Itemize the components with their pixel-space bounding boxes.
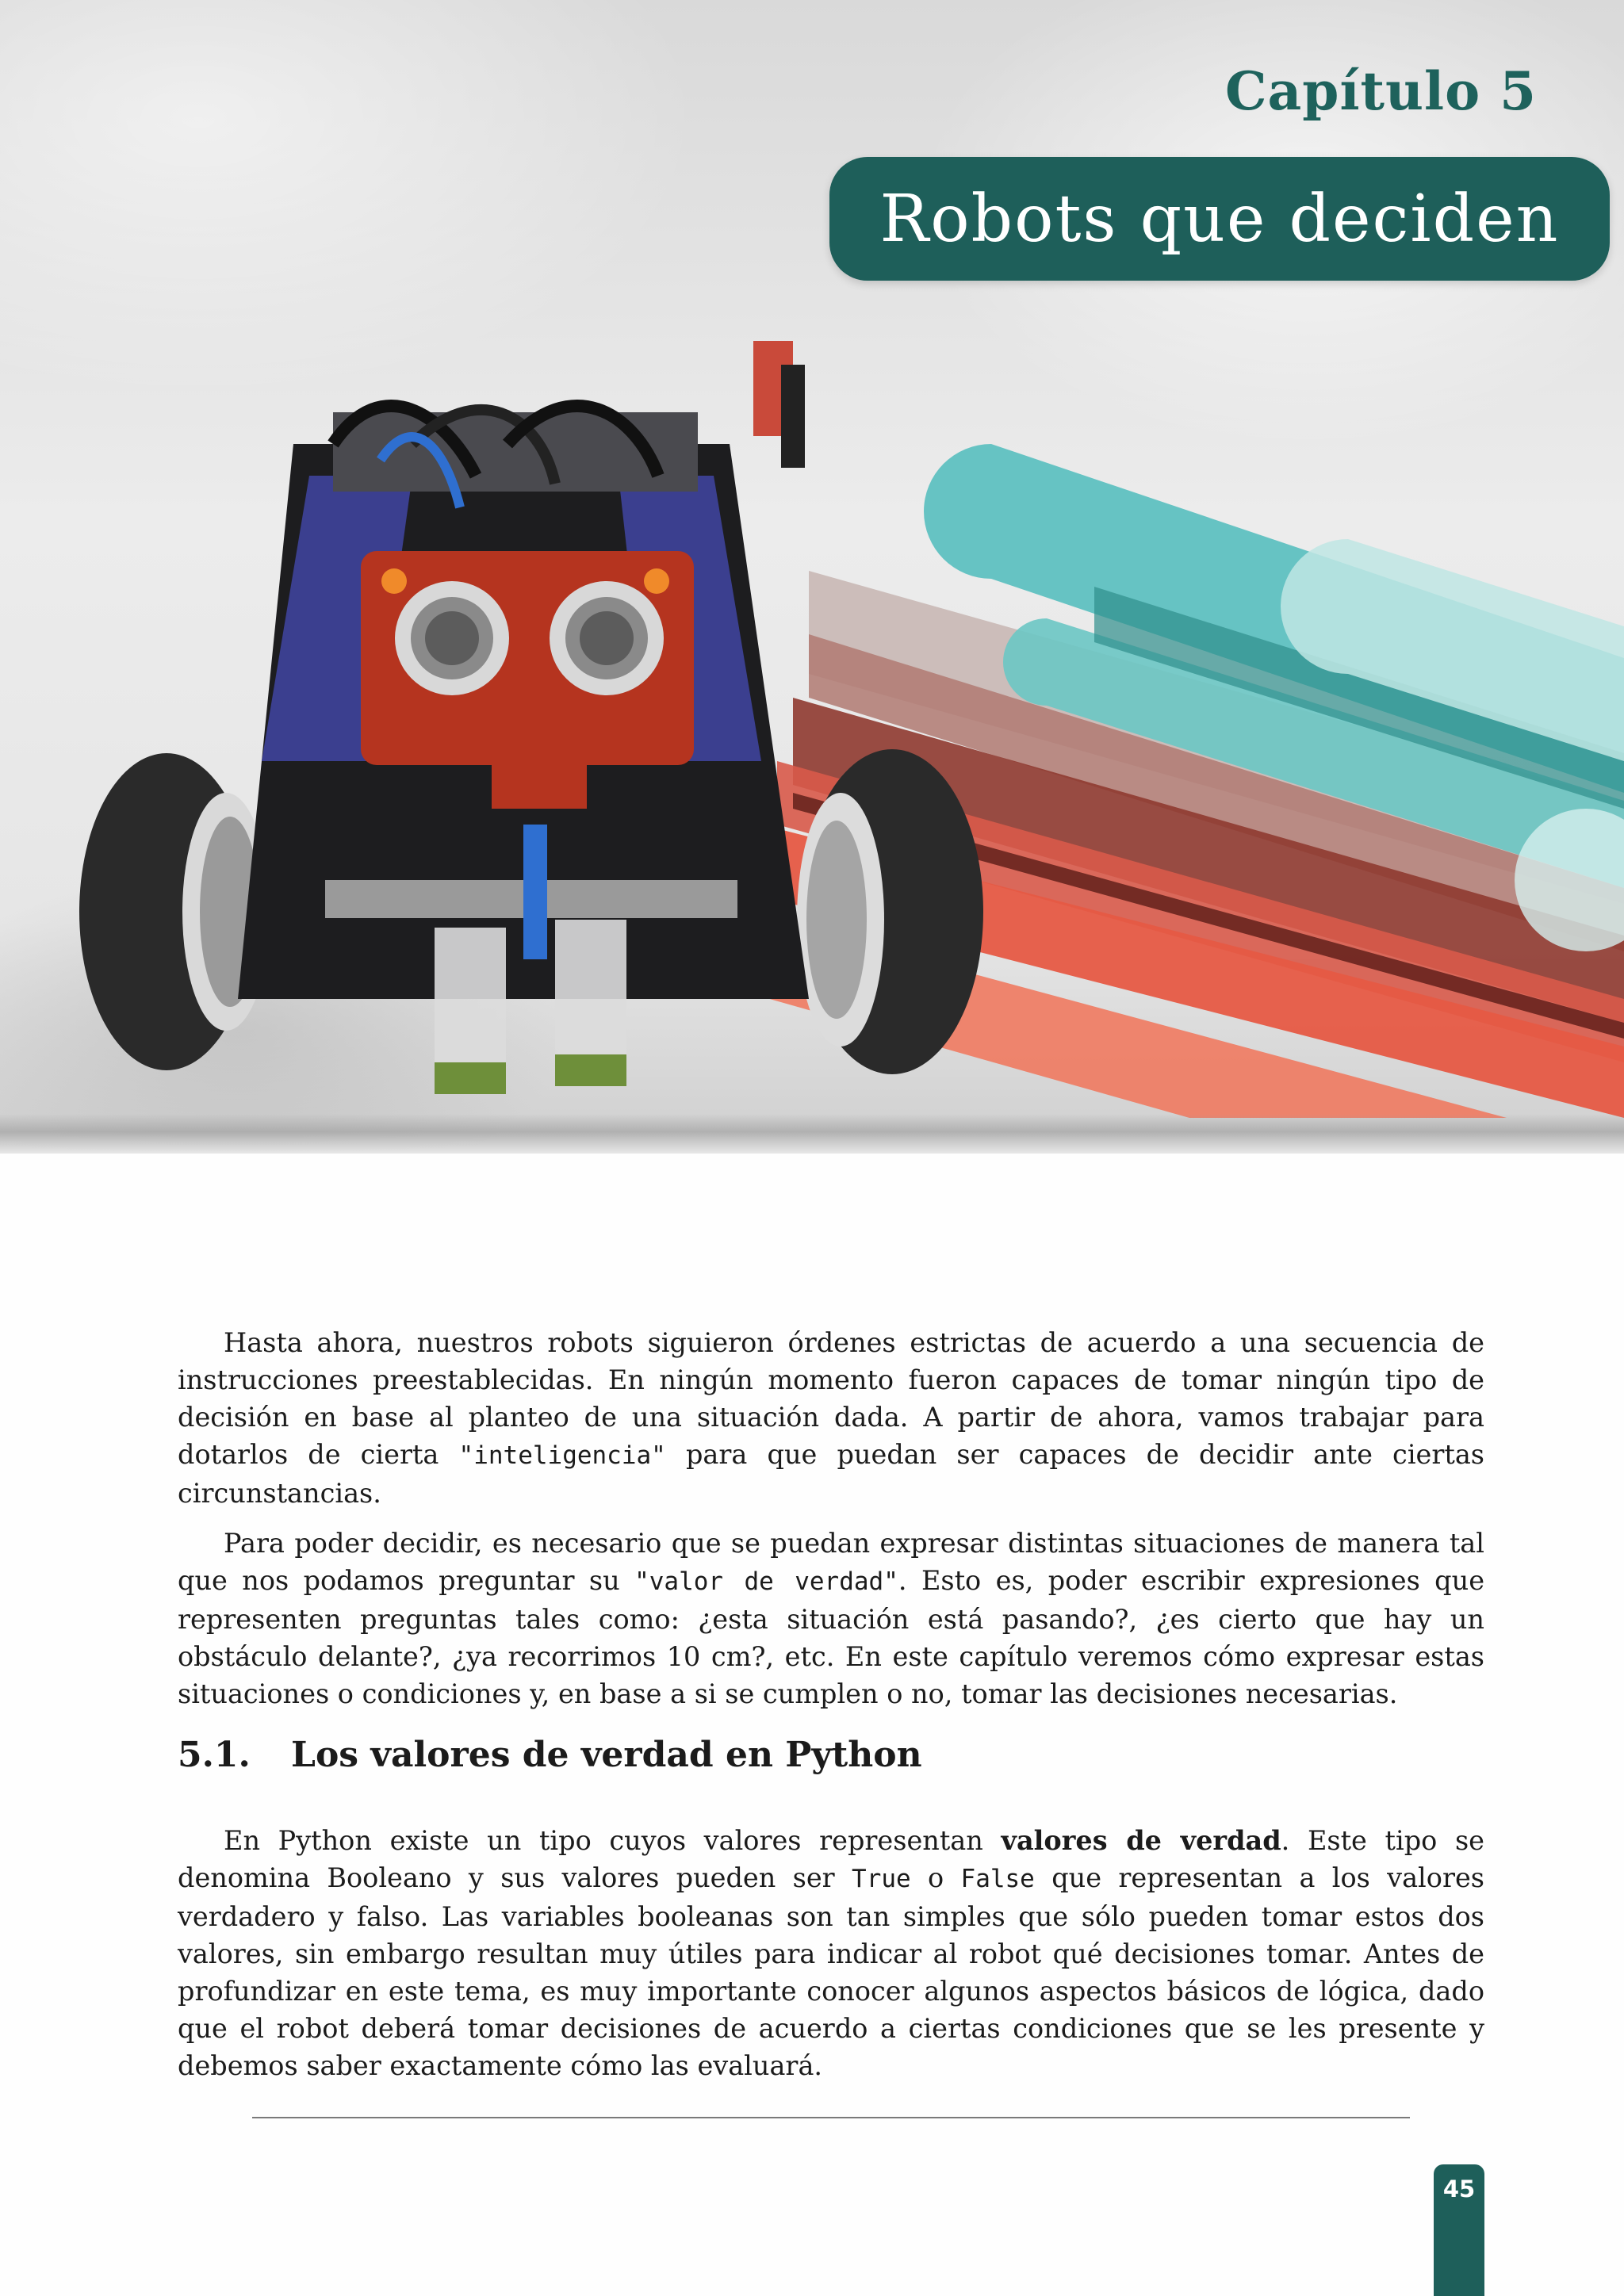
text-span: . Esto es, poder escribir expresiones que representen preguntas tales como: ¿esta situación está pasando?, ¿es cierto que hay un obstáculo delante?, ¿ya recorrimos 10 cm?, etc. En este capítulo veremos cómo expresar estas situaciones o condiciones y, en base a si se cumplen o no, tomar las decisiones necesarias. (178, 1565, 1485, 1709)
chapter-number: Capítulo 5 (1225, 60, 1537, 122)
text-span: que representan a los valores verdadero y falso. Las variables booleanas son tan simples que sólo pueden tomar estos dos valores, sin embargo resultan muy útiles para indicar al robot qué decisiones tomar. Antes de profundizar en este tema, es muy importante conocer algunos aspectos básicos de lógica, dado que el robot deberá tomar decisiones de acuerdo a ciertas condiciones que se les presente y debemos saber exactamente cómo las evaluará. (178, 1862, 1484, 2081)
inline-code: "valor de verdad" (634, 1567, 898, 1596)
text-span: . Este tipo se denomina Booleano y sus valores pueden ser (178, 1825, 1484, 1893)
inline-code: "inteligencia" (458, 1441, 666, 1470)
text-span: Para poder decidir, es necesario que se puedan expresar distintas situaciones de manera tal que nos podamos preguntar su (178, 1528, 1484, 1596)
section-title: Los valores de verdad en Python (291, 1735, 922, 1775)
paragraph (178, 1525, 1484, 1712)
section-text (178, 1822, 1484, 2084)
inline-code-false: False (960, 1865, 1035, 1893)
header-bottom-edge (0, 1114, 1624, 1154)
chapter-title-banner (829, 157, 1610, 281)
text-span: En Python existe un tipo cuyos valores representan (224, 1825, 1002, 1856)
paragraph (178, 1324, 1484, 1512)
chapter-title: Robots que deciden (879, 181, 1560, 257)
bold-term: valores de verdad (1001, 1825, 1281, 1856)
text-span: Hasta ahora, nuestros robots siguieron órdenes estrictas de acuerdo a una secuencia de instrucciones preestablecidas. En ningún momento fueron capaces de tomar ningún tipo de decisión en base al planteo de una situación dada. A partir de ahora, vamos trabajar para dotarlos de cierta (178, 1327, 1484, 1470)
text-span: para que puedan ser capaces de decidir ante ciertas circunstancias. (178, 1439, 1484, 1509)
page-number: 45 (1442, 2175, 1476, 2202)
page-number-tab (1434, 2164, 1484, 2296)
footer-divider (252, 2117, 1410, 2118)
inline-code-true: True (852, 1865, 911, 1893)
intro-text (178, 1324, 1484, 1712)
section-number: 5.1. (178, 1735, 251, 1775)
text-span: o (910, 1862, 961, 1893)
paragraph (178, 1822, 1484, 2084)
section-heading (178, 1735, 922, 1775)
